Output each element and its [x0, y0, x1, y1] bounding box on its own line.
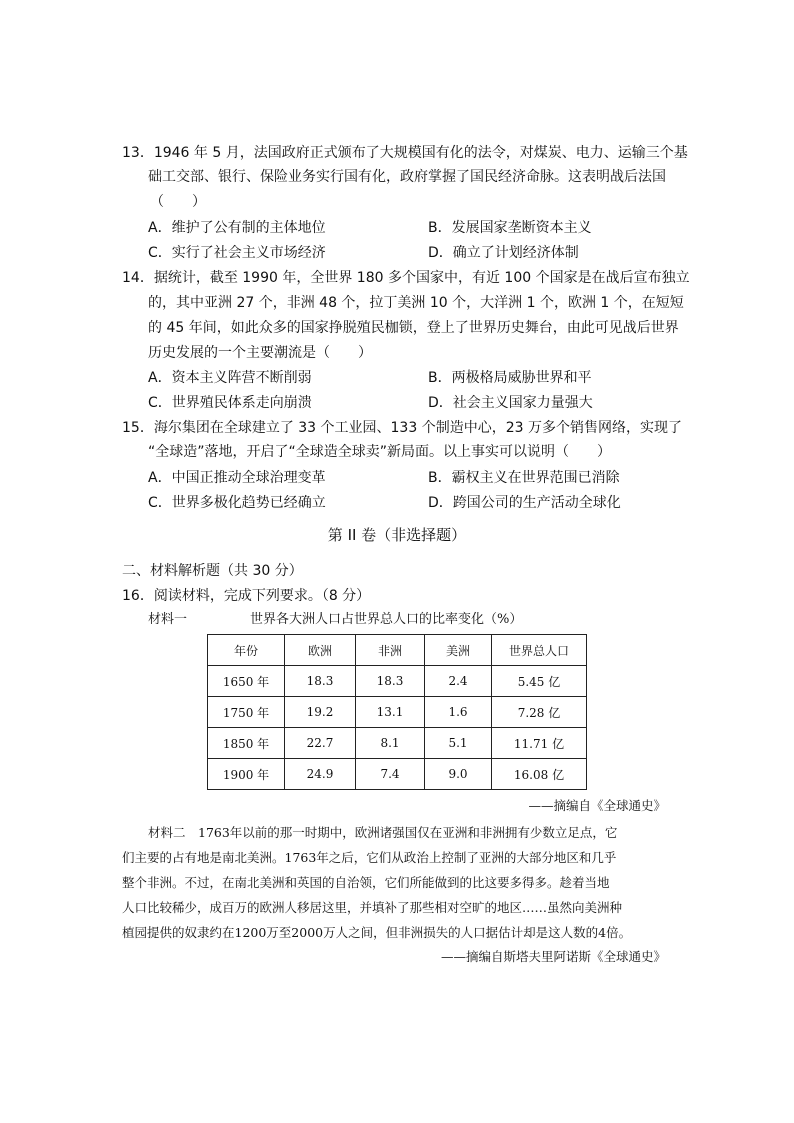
- material2-source: ——摘编自斯塔夫里阿诺斯《全球通史》: [440, 949, 666, 964]
- table-cell: 8.1: [356, 728, 425, 759]
- material2-line-3: 整个非洲。不过，在南北美洲和英国的自治领，它们所能做到的比这要多得多。趁着当地: [122, 875, 610, 890]
- table-cell: 19.2: [285, 697, 356, 728]
- q14-line-3: 的 45 年间，如此众多的国家挣脱殖民枷锁，登上了世界历史舞台，由此可见战后世界: [148, 320, 679, 336]
- q14-line-4: 历史发展的一个主要潮流是（ ）: [148, 345, 372, 361]
- table-row: [208, 728, 587, 759]
- table-cell: 7.28 亿: [492, 697, 587, 728]
- q14-line-1: 14．据统计，截至 1990 年，全世界 180 多个国家中，有近 100 个国家是在战后宣布独立: [122, 270, 690, 286]
- q15-option-c[interactable]: C．世界多极化趋势已经确立: [148, 495, 326, 511]
- table-header: 年份: [208, 635, 285, 666]
- q15-option-d[interactable]: D．跨国公司的生产活动全球化: [428, 495, 621, 511]
- material1-label: 材料一: [148, 612, 188, 627]
- table-header: 非洲: [356, 635, 425, 666]
- table-cell: 1750 年: [208, 697, 285, 728]
- table-cell: 1.6: [425, 697, 492, 728]
- section-heading: 二、材料解析题（共 30 分）: [122, 563, 303, 579]
- section-title: 第 II 卷（非选择题）: [327, 526, 467, 544]
- table-cell: 1850 年: [208, 728, 285, 759]
- q14-option-d[interactable]: D．社会主义国家力量强大: [428, 395, 593, 411]
- table-header: 世界总人口: [492, 635, 587, 666]
- material2-line-2: 们主要的占有地是南北美洲。1763年之后，它们从政治上控制了亚洲的大部分地区和几乎: [122, 850, 617, 865]
- table-cell: 2.4: [425, 666, 492, 697]
- table-cell: 22.7: [285, 728, 356, 759]
- q13-line-2: 础工交部、银行、保险业务实行国有化，政府掌握了国民经济命脉。这表明战后法国: [148, 169, 666, 185]
- material2-line-4: 人口比较稀少，成百万的欧洲人移居这里，并填补了那些相对空旷的地区……虽然向美洲种: [122, 900, 623, 915]
- table-cell: 18.3: [285, 666, 356, 697]
- table-cell: 16.08 亿: [492, 759, 587, 790]
- material2-line-1: 材料二 1763年以前的那一时期中，欧洲诸强国仅在亚洲和非洲拥有少数立足点，它: [148, 825, 618, 840]
- q14-line-2: 的，其中亚洲 27 个，非洲 48 个，拉丁美洲 10 个，大洋洲 1 个，欧洲 1 个，在短短: [148, 295, 684, 311]
- table-cell: 5.1: [425, 728, 492, 759]
- q13-option-c[interactable]: C．实行了社会主义市场经济: [148, 245, 326, 261]
- material1-source: ——摘编自《全球通史》: [528, 798, 666, 813]
- q15-line-1: 15．海尔集团在全球建立了 33 个工业园、133 个制造中心，23 万多个销售网络，实现了: [122, 420, 682, 436]
- table-cell: 24.9: [285, 759, 356, 790]
- table-row: [208, 666, 587, 697]
- table-cell: 13.1: [356, 697, 425, 728]
- q16-prompt: 16．阅读材料，完成下列要求。（8 分）: [122, 588, 371, 604]
- table-row: [208, 759, 587, 790]
- q15-option-a[interactable]: A．中国正推动全球治理变革: [148, 470, 326, 486]
- q14-option-a[interactable]: A．资本主义阵营不断削弱: [148, 370, 312, 386]
- q13-option-a[interactable]: A．维护了公有制的主体地位: [148, 220, 326, 236]
- q13-line-1: 13．1946 年 5 月，法国政府正式颁布了大规模国有化的法令，对煤炭、电力、运输三个基: [122, 145, 688, 161]
- table-header-row: [208, 635, 587, 666]
- q13-option-d[interactable]: D．确立了计划经济体制: [428, 245, 579, 261]
- q14-option-c[interactable]: C．世界殖民体系走向崩溃: [148, 395, 312, 411]
- table-cell: 11.71 亿: [492, 728, 587, 759]
- q13-line-3: （ ）: [150, 194, 206, 210]
- table-header: 欧洲: [285, 635, 356, 666]
- table-cell: 18.3: [356, 666, 425, 697]
- table-cell: 1650 年: [208, 666, 285, 697]
- q15-line-2: “全球造”落地，开启了“全球造全球卖”新局面。以上事实可以说明（ ）: [148, 444, 612, 460]
- table-cell: 1900 年: [208, 759, 285, 790]
- q14-option-b[interactable]: B．两极格局威胁世界和平: [428, 370, 592, 386]
- q15-option-b[interactable]: B．霸权主义在世界范围已消除: [428, 470, 620, 486]
- table-cell: 5.45 亿: [492, 666, 587, 697]
- material2-line-5: 植园提供的奴隶约在1200万至2000万人之间，但非洲损失的人口据估计却是这人数的4倍。: [122, 925, 632, 940]
- population-table: [207, 634, 587, 790]
- table-row: [208, 697, 587, 728]
- table-header: 美洲: [425, 635, 492, 666]
- table-cell: 7.4: [356, 759, 425, 790]
- table-cell: 9.0: [425, 759, 492, 790]
- q13-option-b[interactable]: B．发展国家垄断资本主义: [428, 220, 592, 236]
- material1-caption: 世界各大洲人口占世界总人口的比率变化（%）: [250, 612, 523, 627]
